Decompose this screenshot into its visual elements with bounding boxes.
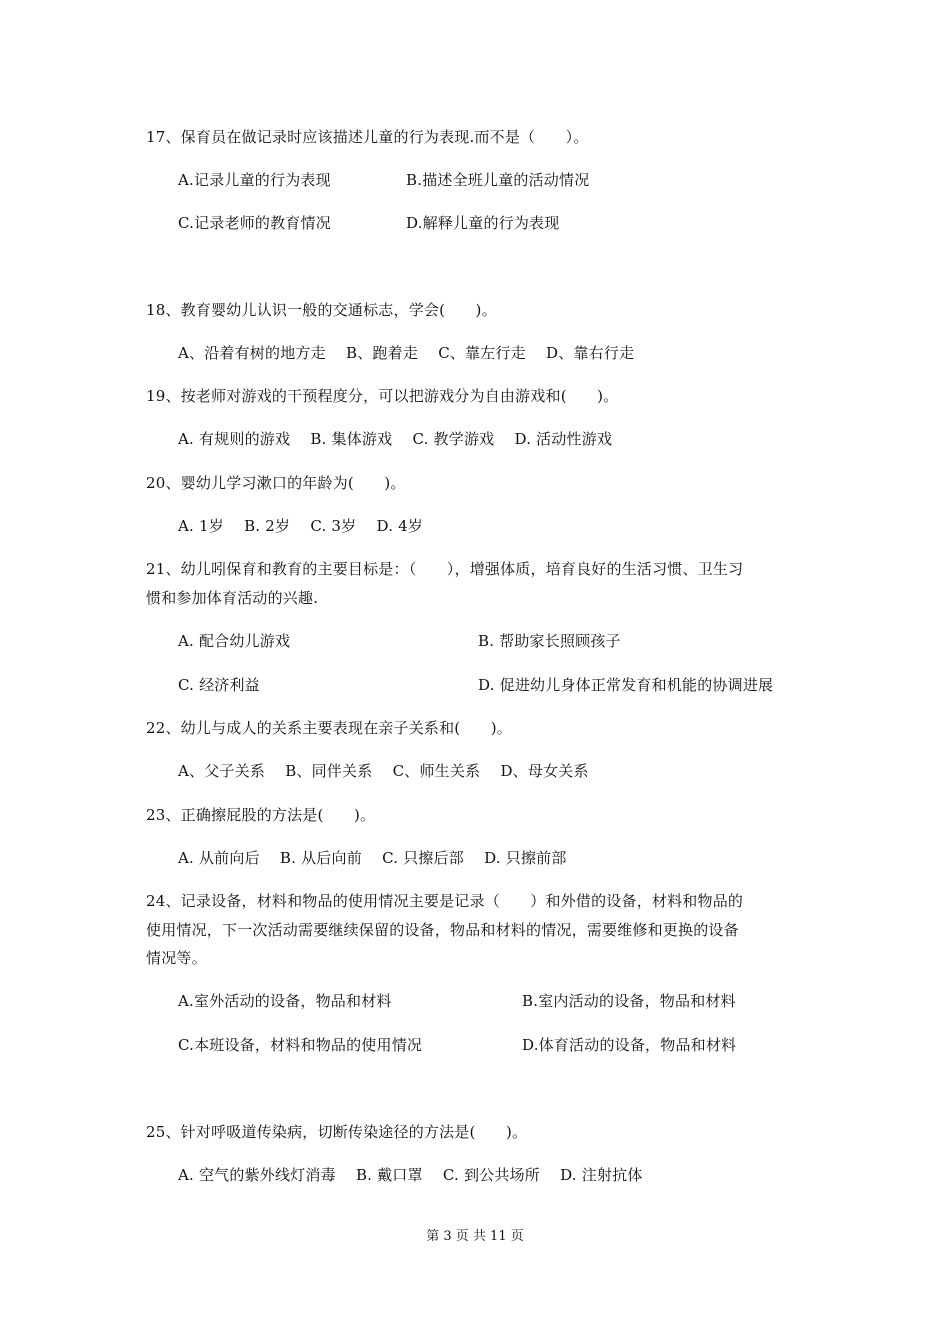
question-24-option-b: B.室内活动的设备，物品和材料	[522, 992, 736, 1010]
question-21-stem-line-1: 21、幼儿吲保育和教育的主要目标是：（ ），增强体质，培育良好的生活习惯、卫生习	[146, 560, 744, 578]
question-19-stem: 19、按老师对游戏的干预程度分，可以把游戏分为自由游戏和( )。	[146, 387, 619, 405]
question-24-stem-line-3: 情况等。	[146, 949, 207, 967]
question-18-stem: 18、教育婴幼儿认识一般的交通标志，学会( )。	[146, 301, 497, 319]
question-25-options: A. 空气的紫外线灯消毒 B. 戴口罩 C. 到公共场所 D. 注射抗体	[178, 1166, 643, 1184]
question-20-stem: 20、婴幼儿学习漱口的年龄为( )。	[146, 474, 406, 492]
question-17-option-c: C.记录老师的教育情况	[178, 214, 331, 232]
question-24-option-d: D.体育活动的设备，物品和材料	[522, 1036, 737, 1054]
question-21-option-c: C. 经济利益	[178, 676, 260, 694]
question-17-option-d: D.解释儿童的行为表现	[406, 214, 560, 232]
question-24-stem-line-2: 使用情况，下一次活动需要继续保留的设备，物品和材料的情况，需要维修和更换的设备	[146, 921, 739, 939]
question-21-option-d: D. 促进幼儿身体正常发育和机能的协调进展	[478, 676, 774, 694]
question-21-option-b: B. 帮助家长照顾孩子	[478, 632, 621, 650]
question-24-option-c: C.本班设备，材料和物品的使用情况	[178, 1036, 423, 1054]
page-number-footer: 第 3 页 共 11 页	[426, 1229, 524, 1244]
question-18-options: A、沿着有树的地方走 B、跑着走 C、靠左行走 D、靠右行走	[178, 344, 635, 362]
question-23-stem: 23、正确擦屁股的方法是( )。	[146, 806, 376, 824]
question-24-option-a: A.室外活动的设备，物品和材料	[178, 992, 392, 1010]
question-17-option-a: A.记录儿童的行为表现	[178, 171, 331, 189]
question-19-options: A. 有规则的游戏 B. 集体游戏 C. 教学游戏 D. 活动性游戏	[178, 430, 613, 448]
question-20-options: A. 1岁 B. 2岁 C. 3岁 D. 4岁	[178, 517, 424, 535]
question-17-stem: 17、保育员在做记录时应该描述儿童的行为表现.而不是（ ）。	[146, 128, 589, 146]
question-21-stem-line-2: 惯和参加体育活动的兴趣.	[146, 589, 319, 607]
question-25-stem: 25、针对呼吸道传染病，切断传染途径的方法是( )。	[146, 1123, 528, 1141]
question-21-option-a: A. 配合幼儿游戏	[178, 632, 291, 650]
question-24-stem-line-1: 24、记录设备，材料和物品的使用情况主要是记录（ ）和外借的设备，材料和物品的	[146, 892, 744, 910]
question-17-option-b: B.描述全班儿童的活动情况	[406, 171, 590, 189]
question-23-options: A. 从前向后 B. 从后向前 C. 只擦后部 D. 只擦前部	[178, 849, 567, 867]
question-22-options: A、父子关系 B、同伴关系 C、师生关系 D、母女关系	[178, 762, 589, 780]
question-22-stem: 22、幼儿与成人的关系主要表现在亲子关系和( )。	[146, 719, 512, 737]
